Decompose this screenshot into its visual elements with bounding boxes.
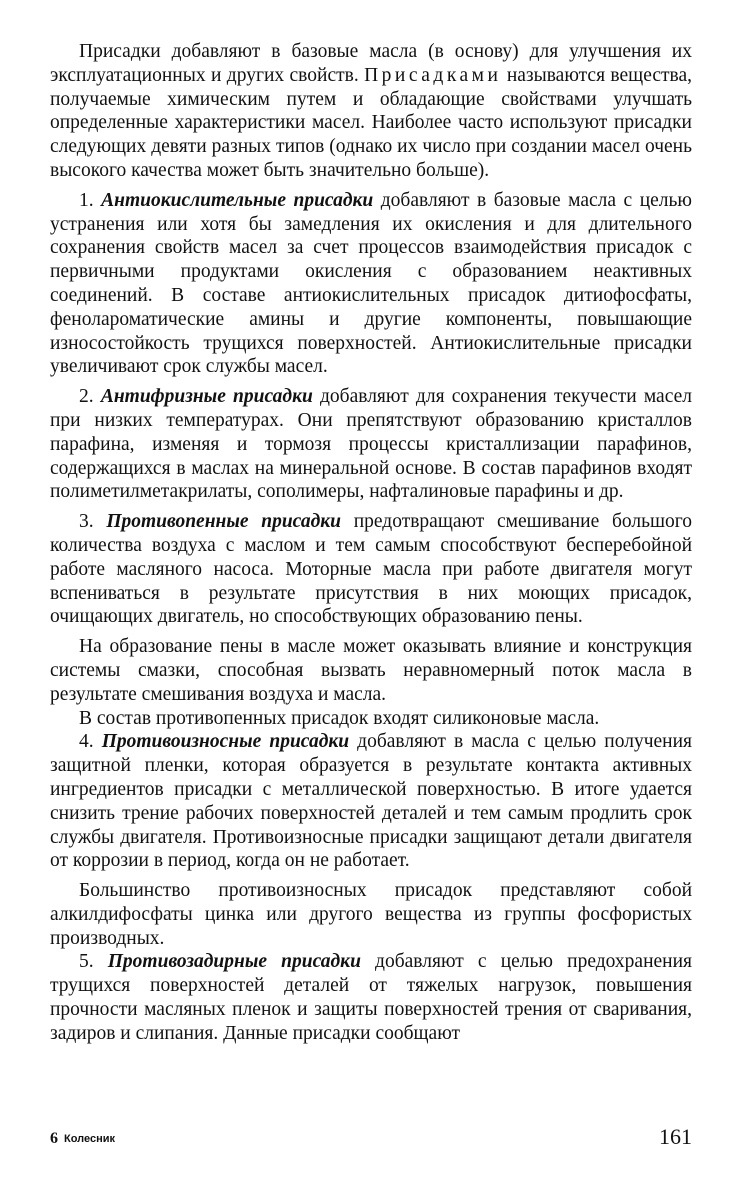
paragraph-antiwear: [50, 730, 692, 873]
term-antifoam: Противопенные присадки: [106, 511, 341, 533]
paragraph-zinc: [50, 879, 692, 950]
paragraph-text: добавляют для сохранения текучести масел при низких температурах. Они препятствуют образованию кристаллов парафина, изменяя и тормозя процессы кристаллизации парафинов, содержащихся в маслах на минеральной основе. В состав парафинов входят полиметилметакрилаты, сополимеры, нафталиновые парафины и др.: [50, 386, 692, 503]
paragraph-antioxidant: [50, 189, 692, 379]
paragraph-antifreeze: [50, 385, 692, 504]
paragraph-text: Большинство противоизносных присадок представляют собой алкилдифосфаты цинка или другого вещества из группы фосфористых производных.: [50, 880, 692, 949]
paragraph-text: называются вещества, получаемые химическим путем и обладающие свойствами улучшать определенные характеристики масел. Наиболее часто используют присадки следующих девяти разных типов (однако их число при создании масел очень высокого качества может быть значительно больше).: [50, 64, 692, 181]
paragraph-silicone: [50, 707, 692, 731]
paragraph-text: Присадки добавляют в базовые масла (в основу) для улучшения их эксплуатационных и других свойств.: [50, 41, 692, 86]
signature-name: Колесник: [64, 1133, 116, 1145]
page-number: 161: [659, 1124, 692, 1149]
paragraph-extreme-pressure: [50, 950, 692, 1045]
paragraph-intro: [50, 40, 692, 183]
term-antifreeze: Антифризные присадки: [100, 386, 313, 408]
spaced-term: Присадками: [364, 64, 502, 86]
term-antiwear: Противоизносные присадки: [101, 731, 350, 753]
paragraph-text: добавляют в масла с целью получения защитной пленки, которая образуется в результате контакта активных ингредиентов присадки с металлической поверхностью. В итоге удается снизить трение рабочих поверхностей деталей и тем самым продлить срок службы двигателя. Противоизносные присадки защищают детали двигателя от коррозии в период, когда он не работает.: [50, 731, 693, 872]
page-footer: [50, 1124, 692, 1154]
paragraph-antifoam: [50, 510, 692, 629]
paragraph-text: добавляют в базовые масла с целью устранения или хотя бы замедления их окисления и для длительного сохранения свойств масел за счет процессов взаимодействия присадок с первичными продуктами окисления с образованием неактивных соединений. В составе антиокислительных присадок дитиофосфаты, фенолароматические амины и другие компоненты, повышающие износостойкость трущихся поверхностей. Антиокислительные присадки увеличивают срок службы масел.: [50, 189, 692, 378]
term-antioxidant: Антиокислительные присадки: [101, 189, 374, 211]
item-number: 4.: [79, 731, 102, 753]
term-extreme-pressure: Противозадирные присадки: [107, 951, 361, 973]
page-body: [50, 40, 692, 1046]
item-number: 5.: [79, 951, 108, 973]
item-number: 2.: [79, 386, 101, 408]
paragraph-foam-design: [50, 635, 692, 706]
signature-number: 6: [50, 1130, 58, 1147]
paragraph-text: На образование пены в масле может оказывать влияние и конструкция системы смазки, способная вызвать неравномерный поток масла в результате смешивания воздуха и масла.: [50, 636, 692, 705]
item-number: 1.: [79, 189, 102, 211]
paragraph-text: В состав противопенных присадок входят силиконовые масла.: [79, 707, 600, 729]
paragraph-text: добавляют с целью предохранения трущихся поверхностей деталей от тяжелых нагрузок, повышения прочности масляных пленок и защиты поверхностей трения от сваривания, задиров и слипания. Данные присадки сообщают: [50, 951, 692, 1044]
paragraph-text: предотвращают смешивание большого количества воздуха с маслом и тем самым способствуют бесперебойной работе масляного насоса. Моторные масла при работе двигателя могут вспениваться в результате присутствия в них моющих присадок, очищающих двигатель, но способствующих образованию пены.: [50, 511, 693, 628]
item-number: 3.: [79, 511, 107, 533]
